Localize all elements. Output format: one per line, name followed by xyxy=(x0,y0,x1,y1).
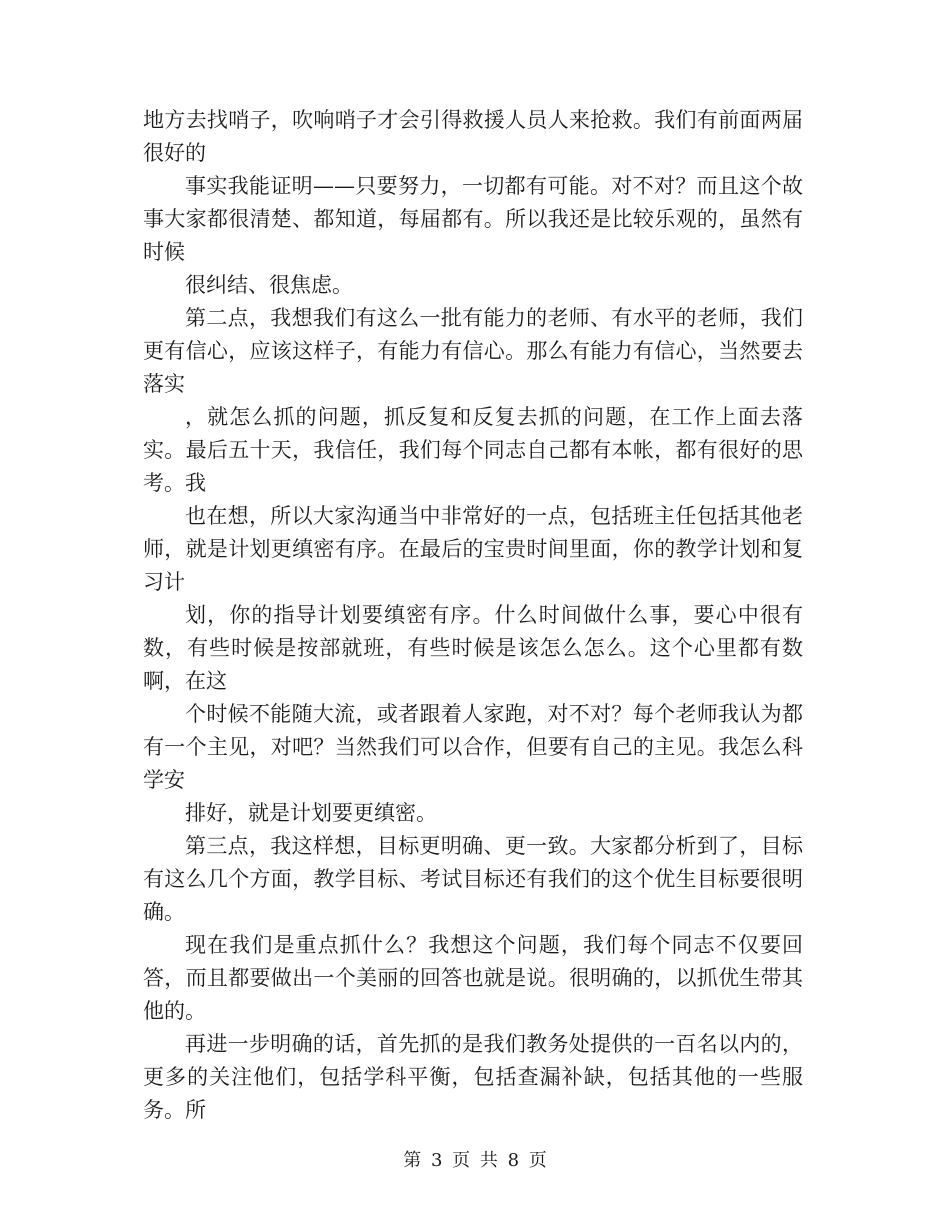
page-number-footer: 第 3 页 共 8 页 xyxy=(403,1150,547,1171)
paragraph-9: 排好，就是计划要更缜密。 xyxy=(185,801,437,825)
paragraph-2: 事实我能证明——只要努力，一切都有可能。对不对？而且这个故事大家都很清楚、都知道，每届都有。所以我还是比较乐观的，虽然有时候 xyxy=(143,174,803,264)
paragraph-6: 也在想，所以大家沟通当中非常好的一点，包括班主任包括其他老师，就是计划更缜密有序。在最后的宝贵时间里面，你的教学计划和复习计 xyxy=(143,504,803,594)
paragraph-7: 划，你的指导计划要缜密有序。什么时间做什么事，要心中很有数，有些时候是按部就班，有些时候是该怎么怎么。这个心里都有数啊，在这 xyxy=(143,603,803,693)
paragraph-8: 个时候不能随大流，或者跟着人家跑，对不对？每个老师我认为都有一个主见，对吧？当然我们可以合作，但要有自己的主见。我怎么科学安 xyxy=(143,702,803,792)
document-body xyxy=(143,104,803,1127)
paragraph-1: 地方去找哨子，吹响哨子才会引得救援人员人来抢救。我们有前面两届很好的 xyxy=(143,108,803,165)
paragraph-10: 第三点，我这样想，目标更明确、更一致。大家都分析到了，目标有这么几个方面，教学目标、考试目标还有我们的这个优生目标要很明确。 xyxy=(143,834,803,924)
paragraph-12: 再进一步明确的话，首先抓的是我们教务处提供的一百名以内的，更多的关注他们，包括学科平衡，包括查漏补缺，包括其他的一些服务。所 xyxy=(143,1032,803,1122)
paragraph-11: 现在我们是重点抓什么？我想这个问题，我们每个同志不仅要回答，而且都要做出一个美丽的回答也就是说。很明确的，以抓优生带其他的。 xyxy=(143,933,803,1023)
paragraph-4: 第二点，我想我们有这么一批有能力的老师、有水平的老师，我们更有信心，应该这样子，有能力有信心。那么有能力有信心，当然要去落实 xyxy=(143,306,803,396)
paragraph-5: ，就怎么抓的问题，抓反复和反复去抓的问题，在工作上面去落实。最后五十天，我信任，我们每个同志自己都有本帐，都有很好的思考。我 xyxy=(143,405,803,495)
paragraph-3: 很纠结、很焦虑。 xyxy=(185,273,353,297)
